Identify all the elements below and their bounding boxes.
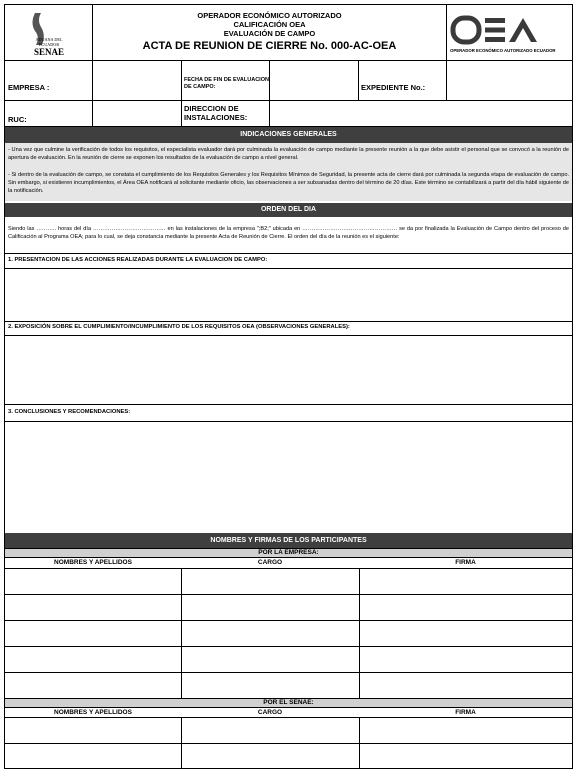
senae-emblem-icon xyxy=(5,5,93,60)
table-row xyxy=(5,620,572,621)
indicaciones-p2: - Si dentro de la evaluación de campo, se constata el cumplimiento de los Requisitos Generales y los Requisitos Mínimos de Seguridad, la presente acta de cierre dará por culminada la segunda etapa de evaluación de campo. Sin embargo, si existieren incumplimientos, el Área OEA notificará al solicitante mediante oficio, las observaciones a ser subsanadas dentro del término de 20 días. Este término se contabilizará a partir del día hábil siguiente de la notificación. xyxy=(8,172,569,194)
fecha-label: FECHA DE FIN DE EVALUACION DE CAMPO: xyxy=(184,77,269,90)
col-divider xyxy=(359,568,360,698)
orden-text: Siendo las ……….. horas del día ………………………………… en las instalaciones de la empresa ";B2;" ubicada en …………………………………………… se da por finalizada la Evaluación de Campo dentro del proceso de Calificación al Programa OEA; para lo cual, se deja constancia mediante la presente Acta de Reunión de Cierre. El orden del día de la reunión es el siguiente: xyxy=(8,226,569,240)
table-row xyxy=(5,568,572,569)
col-firma-senae: FIRMA xyxy=(455,709,476,716)
fecha-label-cell xyxy=(182,61,270,101)
table-row xyxy=(5,743,572,744)
table-row xyxy=(5,717,572,718)
col-divider xyxy=(181,568,182,698)
col-cargo-empresa: CARGO xyxy=(257,559,283,566)
section1-field[interactable] xyxy=(5,268,572,321)
table-row xyxy=(5,672,572,673)
empresa-subheader: POR LA EMPRESA: xyxy=(5,548,572,558)
senae-logo-line2: ECUADOR xyxy=(38,42,60,47)
header-line2: CALIFICACIÓN OEA xyxy=(233,20,306,29)
ruc-label: RUC: xyxy=(8,115,27,124)
senae-logo-brand: SENAE xyxy=(33,47,65,57)
senae-logo-line1: ADUANA DEL xyxy=(35,37,63,42)
col-divider xyxy=(181,717,182,768)
expediente-label: EXPEDIENTE No.: xyxy=(361,83,426,92)
header-line3: EVALUACIÓN DE CAMPO xyxy=(223,29,316,38)
col-nombres-empresa: NOMBRES Y APELLIDOS xyxy=(54,559,132,566)
senae-subheader: POR EL SENAE: xyxy=(5,698,572,708)
section1-label: 1. PRESENTACION DE LAS ACCIONES REALIZADAS DURANTE LA EVALUACION DE CAMPO: xyxy=(8,257,268,263)
col-cargo-senae: CARGO xyxy=(257,709,283,716)
acta-form xyxy=(4,4,573,769)
col-firma-empresa: FIRMA xyxy=(455,559,476,566)
empresa-label-cell xyxy=(5,61,93,101)
direccion-field[interactable] xyxy=(270,101,572,126)
indicaciones-p1: - Una vez que culmine la verificación de todos los requisitos, el especialista evaluador dará por culminada la evaluación de campo mediante la presente reunión a la que debe asistir el personal que se convocó a la reunión de apertura de evaluación. En la reunión de cierre se exponen los resultados de la evaluación de campo a nivel general. xyxy=(8,147,569,161)
direccion-label: DIRECCION DE INSTALACIONES: xyxy=(184,104,248,122)
ruc-field[interactable] xyxy=(93,101,182,126)
oea-logo-tagline: OPERADOR ECONÓMICO AUTORIZADO ECUADOR xyxy=(450,48,556,53)
table-row xyxy=(5,646,572,647)
oea-brand-icon xyxy=(447,5,573,60)
expediente-label-cell xyxy=(359,61,447,101)
col-divider xyxy=(359,717,360,768)
table-row xyxy=(5,594,572,595)
section2-field[interactable] xyxy=(5,335,572,404)
empresa-label: EMPRESA : xyxy=(8,83,50,92)
page-title: ACTA DE REUNION DE CIERRE No. 000-AC-OEA xyxy=(142,40,397,52)
divider xyxy=(5,321,572,322)
section3-field[interactable] xyxy=(5,421,572,533)
participantes-header: NOMBRES Y FIRMAS DE LOS PARTICIPANTES xyxy=(5,533,572,548)
oea-logo xyxy=(446,5,572,60)
senae-logo xyxy=(5,5,93,60)
section2-label: 2. EXPOSICIÓN SOBRE EL CUMPLIMIENTO/INCUMPLIMIENTO DE LOS REQUISITOS OEA (OBSERVACIONES GENERALES): xyxy=(8,324,350,330)
company-info-grid xyxy=(5,61,572,127)
divider xyxy=(5,253,572,254)
orden-header: ORDEN DEL DIA xyxy=(5,203,572,217)
divider xyxy=(5,404,572,405)
col-nombres-senae: NOMBRES Y APELLIDOS xyxy=(54,709,132,716)
fecha-field[interactable] xyxy=(270,61,359,101)
empresa-field[interactable] xyxy=(93,61,182,101)
form-header xyxy=(5,5,572,61)
indicaciones-header: INDICACIONES GENERALES xyxy=(5,127,572,143)
header-titles xyxy=(93,5,446,60)
header-line1: OPERADOR ECONÓMICO AUTORIZADO xyxy=(197,11,342,20)
ruc-label-cell xyxy=(5,101,93,126)
direccion-label-cell xyxy=(182,101,270,126)
expediente-field[interactable] xyxy=(447,61,572,101)
section3-label: 3. CONCLUSIONES Y RECOMENDACIONES: xyxy=(8,409,131,415)
